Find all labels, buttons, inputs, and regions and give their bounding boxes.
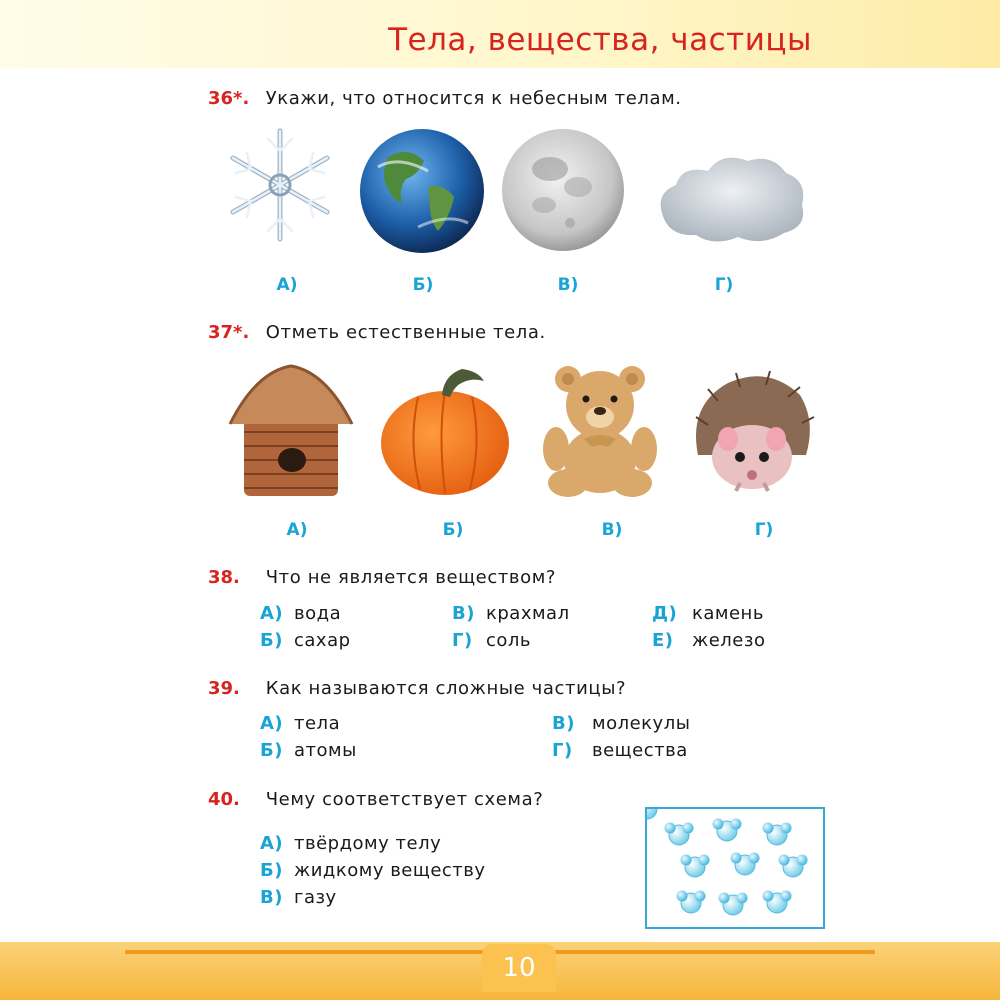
answer-text: молекулы — [592, 713, 691, 734]
answer-option[interactable] — [452, 603, 570, 624]
task-number: 37*. — [208, 322, 250, 343]
molecule — [681, 855, 710, 878]
option-label: Г) — [754, 520, 774, 540]
task-number: 36*. — [208, 88, 250, 109]
answer-letter: А) — [260, 833, 284, 854]
answer-letter: В) — [452, 603, 475, 624]
hut-image[interactable] — [226, 362, 356, 500]
answer-option[interactable] — [552, 713, 690, 734]
answer-letter: А) — [260, 713, 284, 734]
task-text: Что не является веществом? — [265, 567, 557, 588]
answer-letter: В) — [552, 713, 575, 734]
task-number: 39. — [208, 678, 240, 699]
answer-text: сахар — [294, 630, 351, 651]
answer-option[interactable] — [652, 603, 764, 624]
task-39 — [208, 678, 626, 699]
answer-option[interactable] — [260, 740, 357, 761]
teddy-bear-image[interactable] — [540, 365, 660, 497]
task-38 — [208, 567, 556, 588]
moon-image[interactable] — [500, 127, 626, 253]
option-label: А) — [276, 275, 298, 295]
answer-letter: Г) — [552, 740, 573, 761]
answer-option[interactable] — [260, 887, 337, 908]
molecule — [719, 893, 748, 916]
answer-text: газу — [294, 887, 337, 908]
cloud-image[interactable] — [652, 143, 810, 253]
task-36 — [208, 88, 682, 109]
answer-letter: В) — [260, 887, 283, 908]
answer-option[interactable] — [260, 713, 340, 734]
page-title: Тела, вещества, частицы — [388, 22, 812, 58]
molecule — [647, 809, 662, 819]
answer-text: жидкому веществу — [294, 860, 486, 881]
pumpkin-image[interactable] — [378, 365, 513, 497]
option-label: А) — [286, 520, 308, 540]
task-text: Чему соответствует схема? — [265, 789, 544, 810]
molecule — [677, 891, 706, 914]
answer-letter: Г) — [452, 630, 473, 651]
answer-option[interactable] — [260, 833, 441, 854]
answer-letter: Б) — [260, 630, 283, 651]
answer-text: камень — [692, 603, 764, 624]
molecule — [731, 853, 760, 876]
answer-option[interactable] — [260, 630, 351, 651]
answer-text: вода — [294, 603, 342, 624]
option-label: Б) — [442, 520, 464, 540]
answer-option[interactable] — [552, 740, 688, 761]
hedgehog-image[interactable] — [688, 365, 816, 497]
molecule — [713, 819, 742, 842]
molecules-scheme — [645, 807, 825, 929]
answer-option[interactable] — [652, 630, 765, 651]
answer-text: атомы — [294, 740, 357, 761]
molecule — [763, 891, 792, 914]
answer-text: тела — [294, 713, 341, 734]
answer-option[interactable] — [260, 603, 341, 624]
answer-text: железо — [692, 630, 766, 651]
answer-letter: Б) — [260, 860, 283, 881]
option-label: В) — [557, 275, 579, 295]
answer-text: вещества — [592, 740, 688, 761]
answer-letter: А) — [260, 603, 284, 624]
molecule — [779, 855, 808, 878]
option-label: В) — [601, 520, 623, 540]
molecule — [763, 823, 792, 846]
option-label: Г) — [714, 275, 734, 295]
task-number: 38. — [208, 567, 240, 588]
earth-image[interactable] — [358, 127, 486, 255]
task-text: Как называются сложные частицы? — [265, 678, 627, 699]
page-number-box — [482, 944, 556, 992]
answer-option[interactable] — [260, 860, 486, 881]
task-37 — [208, 322, 546, 343]
task-number: 40. — [208, 789, 240, 810]
option-label: Б) — [412, 275, 434, 295]
molecules-scheme-drawing — [647, 809, 823, 927]
task-text: Отметь естественные тела. — [265, 322, 546, 343]
task-text: Укажи, что относится к небесным телам. — [265, 88, 682, 109]
page-number: 10 — [502, 953, 536, 983]
answer-text: соль — [486, 630, 532, 651]
answer-letter: Д) — [652, 603, 678, 624]
answer-text: твёрдому телу — [294, 833, 442, 854]
answer-letter: Б) — [260, 740, 283, 761]
task-40 — [208, 789, 543, 810]
answer-option[interactable] — [452, 630, 531, 651]
molecule — [665, 823, 694, 846]
snowflake-image[interactable] — [220, 125, 340, 245]
answer-letter: Е) — [652, 630, 674, 651]
answer-text: крахмал — [486, 603, 570, 624]
